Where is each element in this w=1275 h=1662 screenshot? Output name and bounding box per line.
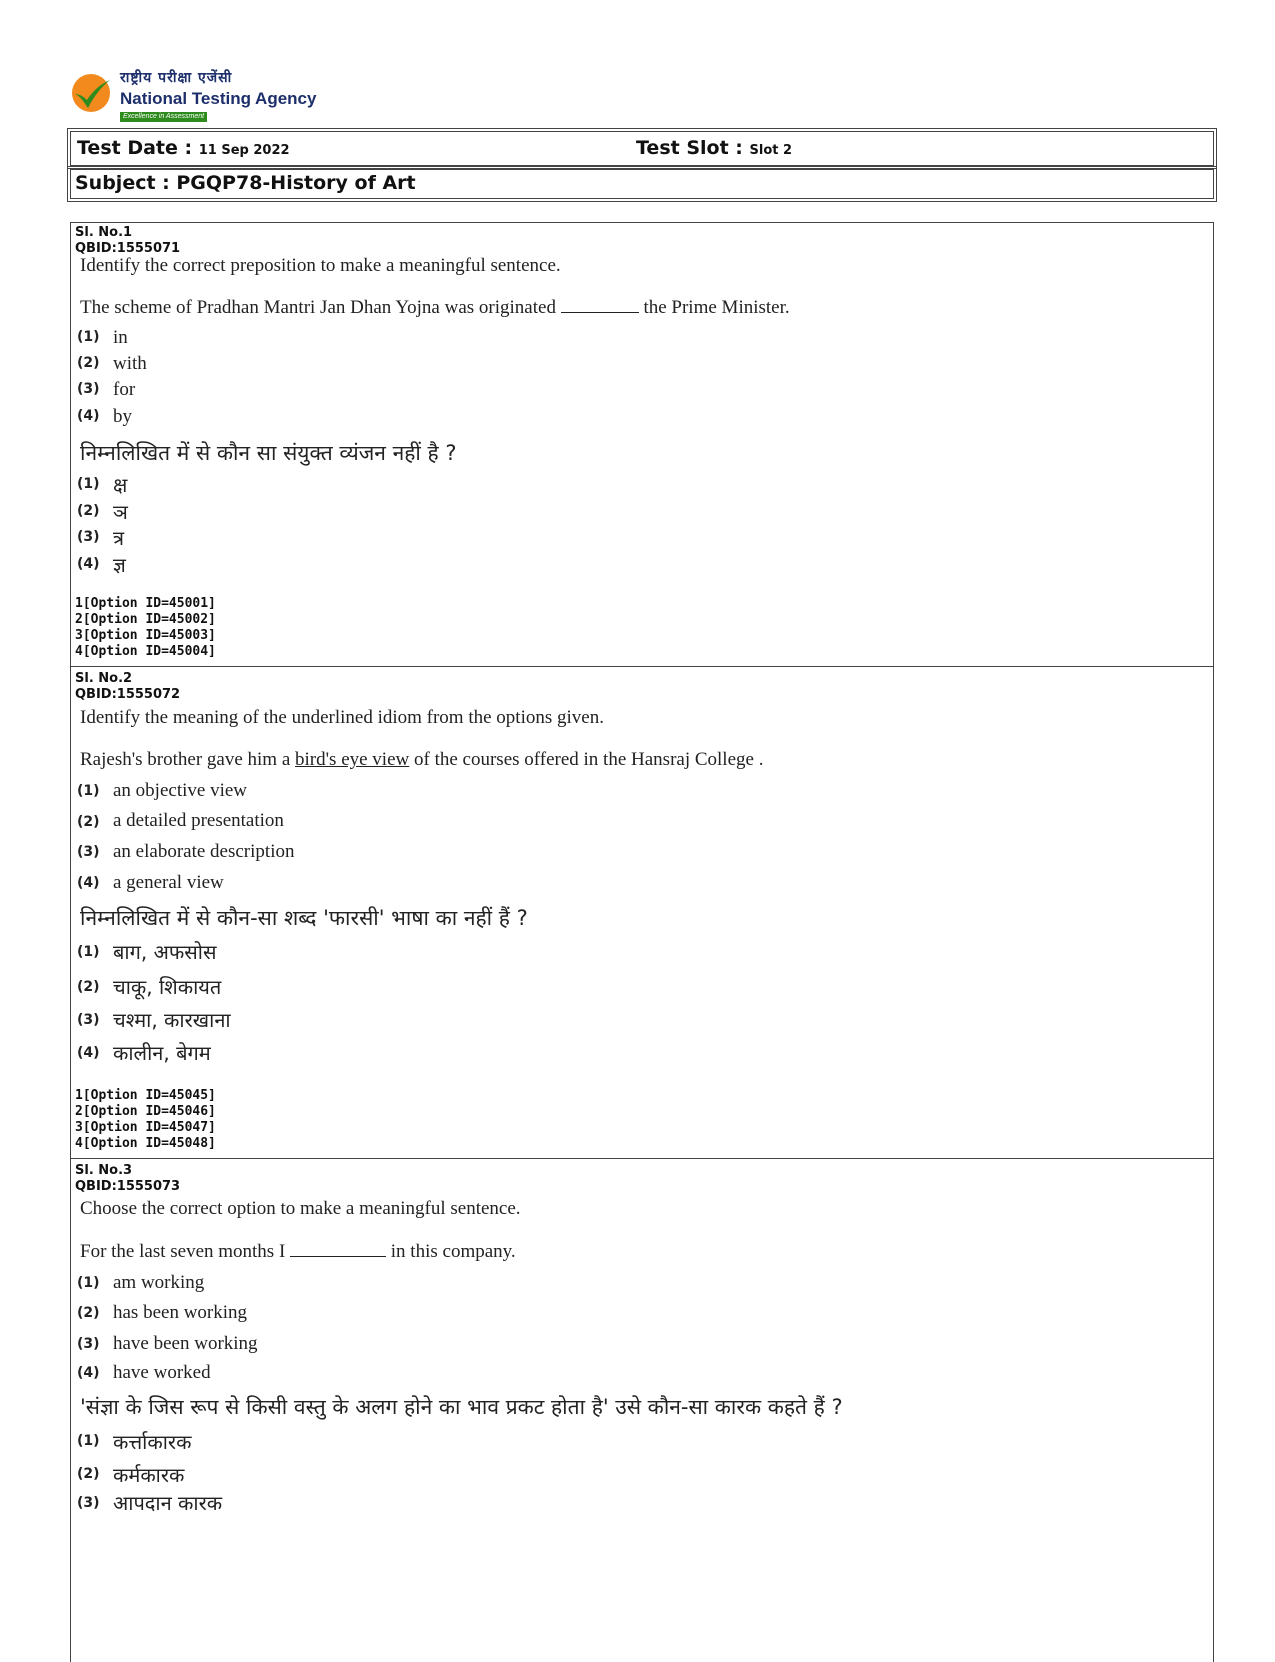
question-3-sl: Sl. No.3: [75, 1163, 133, 1178]
question-2-option-3: an elaborate description: [113, 841, 295, 862]
option-number: (1): [77, 1433, 100, 1449]
option-number: (2): [77, 979, 100, 995]
question-3-option-2: has been working: [113, 1302, 248, 1323]
question-2-option-2: a detailed presentation: [113, 810, 284, 831]
question-1-option-4: by: [113, 406, 132, 427]
divider: [71, 666, 1213, 667]
question-1-hindi-option-1: क्ष: [113, 473, 128, 497]
question-2-option-ids: 1[Option ID=45045] 2[Option ID=45046] 3[Option ID=45047] 4[Option ID=45048]: [75, 1088, 216, 1151]
test-date-value: 11 Sep 2022: [198, 143, 290, 158]
subject-title: Subject : PGQP78-History of Art: [75, 172, 416, 194]
option-number: (2): [77, 503, 100, 519]
option-number: (3): [77, 1336, 100, 1352]
question-3-hindi-option-2: कर्मकारक: [113, 1463, 185, 1487]
option-number: (1): [77, 329, 100, 345]
test-date-label: Test Date :: [77, 137, 193, 159]
question-3-instruction: Choose the correct option to make a meaningful sentence.: [80, 1198, 521, 1219]
question-3-sentence: For the last seven months I in this company.: [80, 1241, 516, 1262]
question-2-sentence: Rajesh's brother gave him a bird's eye view of the courses offered in the Hansraj College .: [80, 749, 764, 770]
option-number: (1): [77, 1275, 100, 1291]
option-number: (4): [77, 1365, 100, 1381]
question-2-meta: [75, 671, 180, 703]
test-slot-label: Test Slot :: [636, 137, 743, 159]
test-date: [77, 137, 290, 159]
question-2-sl: Sl. No.2: [75, 671, 133, 686]
question-1-hindi: निम्नलिखित में से कौन सा संयुक्त व्यंजन नहीं है ?: [80, 441, 457, 465]
question-3-option-4: have worked: [113, 1362, 211, 1383]
option-number: (3): [77, 844, 100, 860]
question-2-hindi-option-3: चश्मा, कारखाना: [113, 1008, 231, 1032]
question-2-option-1: an objective view: [113, 780, 248, 801]
option-number: (1): [77, 944, 100, 960]
question-2-hindi: निम्नलिखित में से कौन-सा शब्द 'फारसी' भाषा का नहीं हैं ?: [80, 906, 528, 930]
option-number: (2): [77, 814, 100, 830]
nta-checkmark-icon: [70, 72, 112, 114]
divider: [71, 1158, 1213, 1159]
question-1-hindi-option-2: ञ: [113, 500, 128, 524]
question-2-hindi-option-4: कालीन, बेगम: [113, 1041, 211, 1065]
question-3-hindi: 'संज्ञा के जिस रूप से किसी वस्तु के अलग होने का भाव प्रकट होता है' उसे कौन-सा कारक कहते हैं ?: [80, 1395, 843, 1419]
question-2-hindi-option-1: बाग, अफसोस: [113, 940, 217, 964]
logo-english-text: National Testing Agency: [120, 89, 317, 108]
test-info-box: [70, 131, 1214, 166]
test-slot: [636, 137, 792, 159]
question-1-sl: Sl. No.1: [75, 225, 133, 240]
logo-tagline: Excellence in Assessment: [120, 112, 207, 122]
question-3-hindi-option-3: आपदान कारक: [113, 1491, 223, 1515]
nta-logo: [70, 68, 370, 124]
question-2-hindi-option-2: चाकू, शिकायत: [113, 975, 222, 999]
option-number: (3): [77, 1495, 100, 1511]
question-1-instruction: Identify the correct preposition to make a meaningful sentence.: [80, 255, 561, 276]
question-1-sentence: The scheme of Pradhan Mantri Jan Dhan Yojna was originated the Prime Minister.: [80, 297, 790, 318]
question-1-hindi-option-3: त्र: [113, 526, 125, 550]
test-slot-value: Slot 2: [749, 143, 793, 158]
option-number: (3): [77, 529, 100, 545]
logo-hindi-text: राष्ट्रीय परीक्षा एजेंसी: [120, 70, 233, 86]
question-3-option-1: am working: [113, 1272, 205, 1293]
option-number: (1): [77, 783, 100, 799]
question-1-option-3: for: [113, 379, 136, 400]
option-number: (1): [77, 476, 100, 492]
question-2-instruction: Identify the meaning of the underlined idiom from the options given.: [80, 707, 604, 728]
option-number: (4): [77, 875, 100, 891]
question-list: [70, 222, 1214, 1662]
option-number: (4): [77, 1045, 100, 1061]
subject-box: [70, 169, 1214, 199]
question-3-qbid: QBID:1555073: [75, 1179, 181, 1194]
question-2-option-4: a general view: [113, 872, 224, 893]
question-1-qbid: QBID:1555071: [75, 241, 181, 256]
question-2-qbid: QBID:1555072: [75, 687, 181, 702]
option-number: (2): [77, 355, 100, 371]
option-number: (4): [77, 408, 100, 424]
question-3-hindi-option-1: कर्त्ताकारक: [113, 1430, 192, 1454]
option-number: (4): [77, 556, 100, 572]
underlined-idiom: bird's eye view: [295, 749, 410, 770]
option-number: (2): [77, 1466, 100, 1482]
blank: [290, 1242, 386, 1257]
option-number: (3): [77, 381, 100, 397]
question-1-option-1: in: [113, 327, 128, 348]
option-number: (2): [77, 1305, 100, 1321]
question-3-meta: [75, 1163, 180, 1195]
question-1-hindi-option-4: ज्ञ: [113, 553, 126, 577]
question-1-meta: [75, 225, 180, 257]
question-1-option-2: with: [113, 353, 147, 374]
blank: [561, 298, 639, 313]
option-number: (3): [77, 1012, 100, 1028]
question-3-option-3: have been working: [113, 1333, 258, 1354]
question-1-option-ids: 1[Option ID=45001] 2[Option ID=45002] 3[Option ID=45003] 4[Option ID=45004]: [75, 596, 216, 659]
